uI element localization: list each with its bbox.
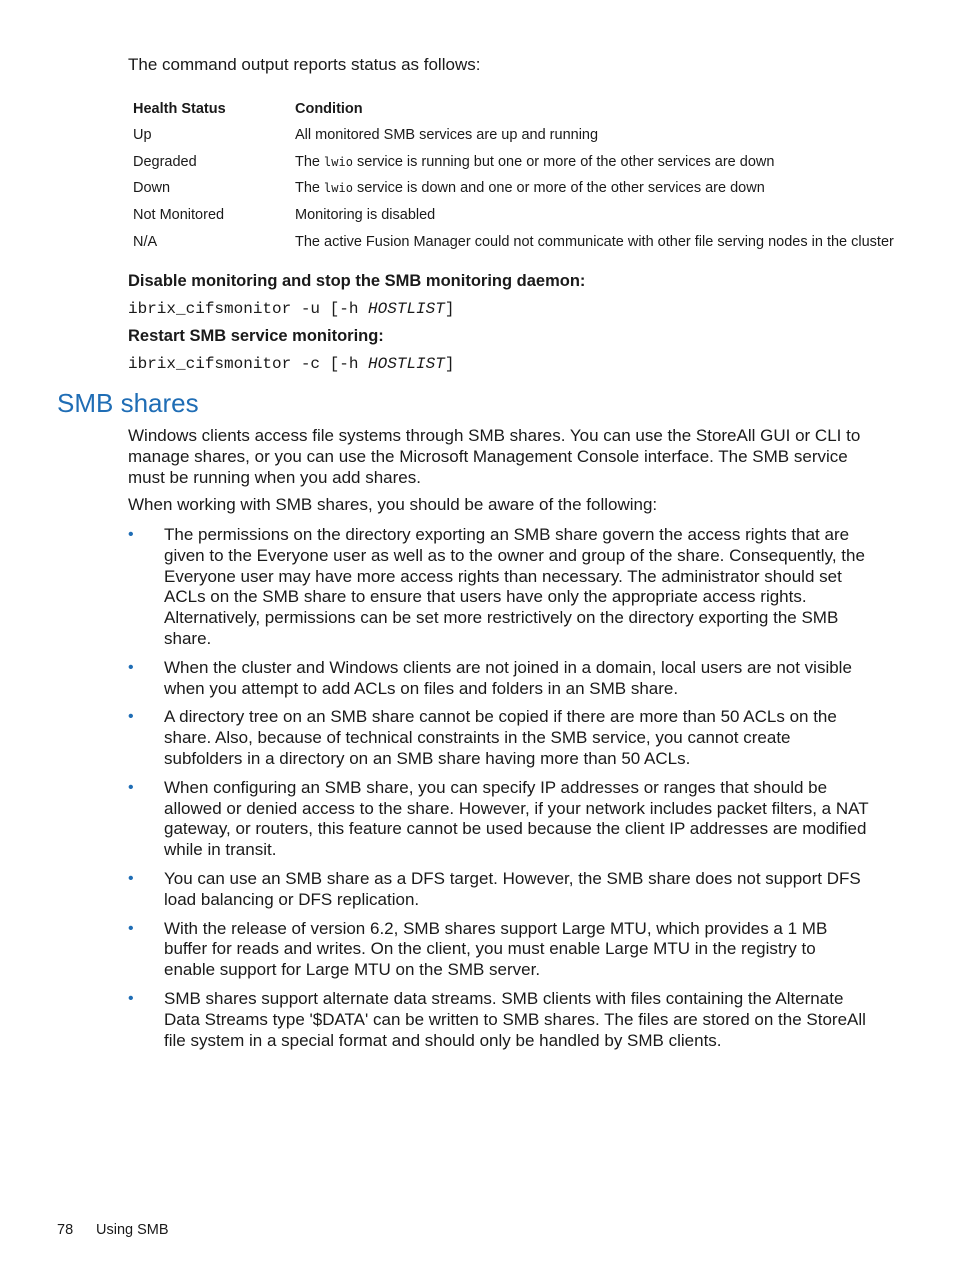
bullet-icon: •	[128, 919, 134, 937]
condition-cell	[290, 175, 894, 202]
disable-command	[128, 300, 454, 318]
section-paragraph: Windows clients access file systems through SMB shares. You can use the StoreAll GUI or CLI to manage shares, or you can use the Microsoft Management Console interface. The SMB service must be running when you add shares.	[128, 426, 861, 487]
command-argument: HOSTLIST	[368, 300, 445, 318]
condition-text: service is down and one or more of the other services are down	[352, 180, 765, 197]
health-status-table	[128, 96, 894, 255]
list-item	[128, 869, 870, 911]
list-item	[128, 658, 870, 700]
condition-code: lwio	[324, 181, 353, 196]
condition-code: lwio	[324, 154, 353, 169]
list-item-text: A directory tree on an SMB share cannot be copied if there are more than 50 ACLs on the share. Also, because of technical constraints in the SMB service, you cannot create subfolders in a directory on an SMB share having more than 50 ACLs.	[164, 707, 837, 768]
list-item	[128, 989, 870, 1051]
bullet-icon: •	[128, 708, 134, 726]
status-cell: Up	[133, 127, 152, 144]
command-close: ]	[444, 355, 455, 373]
bullet-list	[128, 525, 870, 1059]
command-text: ibrix_cifsmonitor -c [-h	[128, 355, 369, 373]
list-item-text: You can use an SMB share as a DFS target. However, the SMB share does not support DFS load balancing or DFS replication.	[164, 868, 861, 909]
section-paragraph: When working with SMB shares, you should be aware of the following:	[128, 495, 658, 514]
condition-text: service is running but one or more of the other services are down	[352, 153, 775, 170]
condition-cell	[290, 149, 894, 176]
list-item-text: When the cluster and Windows clients are not joined in a domain, local users are not visible when you attempt to add ACLs on files and folders in an SMB share.	[164, 657, 852, 698]
page-number: 78	[57, 1222, 74, 1238]
command-text: ibrix_cifsmonitor -u [-h	[128, 300, 369, 318]
command-argument: HOSTLIST	[368, 355, 445, 373]
list-item	[128, 778, 870, 861]
status-cell: N/A	[133, 233, 158, 250]
list-item	[128, 707, 870, 769]
bullet-icon: •	[128, 989, 134, 1007]
section-title: SMB shares	[57, 388, 199, 418]
list-item	[128, 919, 870, 981]
condition-cell	[290, 202, 894, 229]
bullet-icon: •	[128, 658, 134, 676]
table-row	[128, 149, 894, 176]
table-row	[128, 228, 894, 255]
condition-cell	[290, 228, 894, 255]
condition-text: The	[295, 180, 325, 197]
restart-monitoring-heading: Restart SMB service monitoring:	[128, 327, 384, 345]
restart-command	[128, 355, 454, 373]
condition-text: The	[295, 153, 325, 170]
status-cell: Down	[133, 180, 171, 197]
bullet-icon: •	[128, 778, 134, 796]
table-row	[128, 122, 894, 149]
condition-cell	[290, 122, 894, 149]
table-row	[128, 175, 894, 202]
status-cell: Degraded	[133, 153, 197, 170]
condition-text: The active Fusion Manager could not communicate with other file serving nodes in the cluster	[295, 233, 894, 250]
bullet-icon: •	[128, 526, 134, 543]
disable-monitoring-heading: Disable monitoring and stop the SMB monitoring daemon:	[128, 272, 586, 290]
command-close: ]	[444, 300, 455, 318]
list-item-text: The permissions on the directory exporting an SMB share govern the access rights that are given to the Everyone user as well as to the owner and group of the share. Consequently, the Everyone user may have more access rights than necessary. The administrator should set ACLs on the SMB share to ensure that users have only the appropriate access rights. Alternatively, permissions can be set more restrictively on the directory exporting the SMB share.	[164, 525, 865, 648]
status-cell: Not Monitored	[133, 207, 225, 224]
table-row	[128, 202, 894, 229]
bullet-icon: •	[128, 869, 134, 887]
table-header-row	[128, 96, 894, 122]
condition-text: All monitored SMB services are up and running	[295, 127, 599, 144]
list-item-text: With the release of version 6.2, SMB shares support Large MTU, which provides a 1 MB buffer for reads and writes. On the client, you must enable Large MTU in the registry to enable support for Large MTU on the SMB server.	[164, 918, 828, 980]
list-item	[128, 525, 870, 650]
list-item-text: SMB shares support alternate data streams. SMB clients with files containing the Alternate Data Streams type '$DATA' can be written to SMB shares. The files are stored on the StoreAll file system in a special format and should only be handled by SMB clients.	[164, 988, 866, 1050]
chapter-title: Using SMB	[96, 1222, 169, 1238]
condition-text: Monitoring is disabled	[295, 207, 436, 224]
intro-text: The command output reports status as follows:	[128, 55, 481, 74]
list-item-text: When configuring an SMB share, you can specify IP addresses or ranges that should be allowed or denied access to the share. However, if your network includes packet filters, a NAT gateway, or routers, this feature cannot be used because the client IP addresses are modified while in transit.	[164, 777, 869, 860]
column-header-condition: Condition	[295, 101, 363, 117]
column-header-health-status: Health Status	[133, 101, 226, 117]
